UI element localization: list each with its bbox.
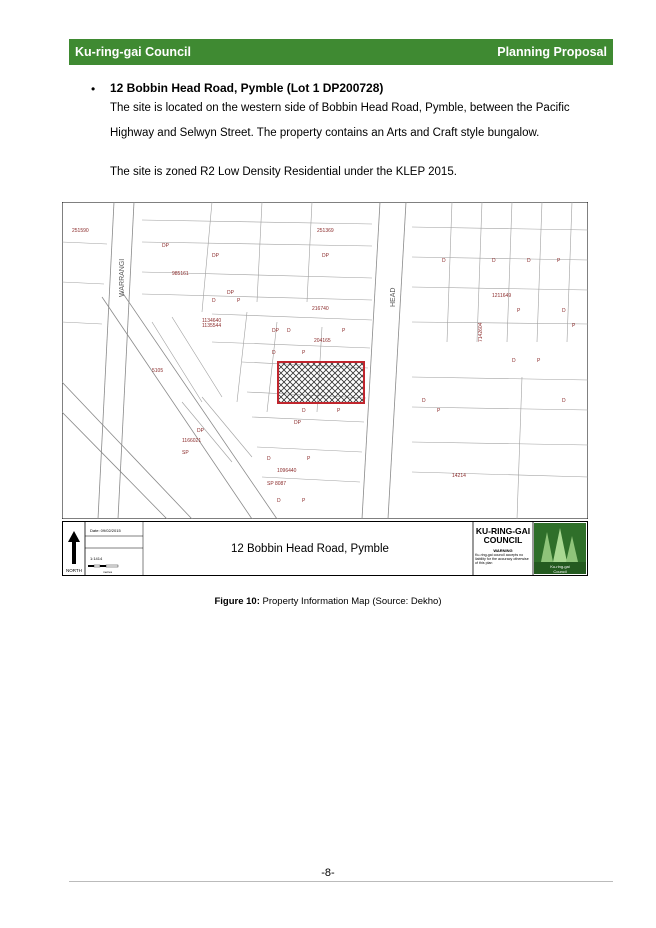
figure-caption-text: Property Information Map (Source: Dekho): [259, 596, 442, 607]
north-label: NORTH: [66, 568, 82, 573]
lot-label: 985161: [172, 271, 189, 277]
header-council-name: Ku-ring-gai Council: [75, 45, 191, 59]
lot-label: D: [512, 358, 516, 364]
lot-label: P: [302, 350, 306, 356]
lot-label: 251369: [317, 228, 334, 234]
bullet-marker: •: [91, 82, 96, 96]
lot-label: DP: [227, 290, 234, 296]
figure-caption: [0, 596, 656, 607]
lot-label: P: [302, 498, 306, 504]
legend-date: Date: 09/02/2015: [90, 528, 121, 533]
logo-text-line2: Council: [553, 569, 567, 574]
header-document-type: Planning Proposal: [497, 45, 607, 59]
site-description: The site is located on the western side of Bobbin Head Road, Pymble, between the Pacific Highway and Selwyn Street. The property contains an Arts and Craft style bungalow.: [110, 102, 570, 139]
page-number: -8-: [321, 867, 335, 879]
lot-label: D: [267, 456, 271, 462]
lot-label: P: [237, 298, 241, 304]
lot-label: P: [437, 408, 441, 414]
lot-label: P: [337, 408, 341, 414]
lot-label: 1166021: [182, 438, 202, 444]
lot-label: D: [562, 308, 566, 314]
lot-label: 7142604: [478, 322, 484, 342]
lot-label: D: [562, 398, 566, 404]
site-title: 12 Bobbin Head Road, Pymble (Lot 1 DP200728): [110, 81, 384, 95]
page-header: [69, 39, 613, 65]
lot-label: P: [307, 456, 311, 462]
lot-label: 14214: [452, 473, 466, 479]
map-legend-graphic: [63, 522, 587, 575]
lot-label: D: [422, 398, 426, 404]
road-label-warrangi: WARRANGI: [119, 258, 126, 297]
site-zoning: The site is zoned R2 Low Density Residential under the KLEP 2015.: [110, 166, 457, 178]
warning-text: Ku-ring-gai council accepts no liability for the accuracy otherwise of this plan: [475, 553, 529, 565]
legend-scale: 1:1414: [90, 556, 103, 561]
north-arrow-icon: [68, 531, 80, 564]
lot-label: P: [557, 258, 561, 264]
warning-title: WARNING: [493, 548, 513, 553]
lot-label: 1135544: [202, 323, 222, 329]
council-name-line2: COUNCIL: [483, 535, 523, 545]
legend-scale-units: metres: [103, 570, 113, 574]
lot-label: D: [272, 350, 276, 356]
lot-label: 216740: [312, 306, 329, 312]
lot-label: 1096440: [277, 468, 297, 474]
property-information-map: [62, 202, 588, 519]
lot-label: 251590: [72, 228, 89, 234]
lot-label: D: [277, 498, 281, 504]
lot-label: P: [342, 328, 346, 334]
lot-label: SP 8087: [267, 481, 287, 487]
lot-label: P: [537, 358, 541, 364]
lot-label: D: [527, 258, 531, 264]
lot-label: 1211649: [492, 293, 512, 299]
lot-label: P: [572, 323, 576, 329]
road-label-head: HEAD: [390, 287, 397, 307]
lot-label: DP: [197, 428, 204, 434]
lot-label: 5105: [152, 368, 164, 374]
council-name-line1: KU-RING-GAI: [475, 526, 531, 536]
lot-label: 1134640: [202, 318, 222, 324]
lot-label: SP: [182, 450, 189, 456]
map-title: 12 Bobbin Head Road, Pymble: [231, 543, 389, 555]
lot-label: D: [212, 298, 216, 304]
map-legend: [62, 521, 588, 576]
subject-site: [278, 362, 364, 403]
lot-label: DP: [294, 420, 301, 426]
lot-label: D: [302, 408, 306, 414]
lot-label: P: [517, 308, 521, 314]
council-logo: [534, 523, 586, 574]
lot-label: DP: [322, 253, 329, 259]
lot-label: D: [442, 258, 446, 264]
lot-label: D: [492, 258, 496, 264]
lot-label: DP: [162, 243, 169, 249]
footer-divider: [69, 881, 613, 882]
lot-label: D: [287, 328, 291, 334]
logo-text-line1: Ku-ring-gai: [550, 564, 570, 569]
figure-caption-label: Figure 10:: [214, 596, 260, 607]
lot-label: 204165: [314, 338, 331, 344]
lot-label: DP: [212, 253, 219, 259]
lot-label: DP: [272, 328, 279, 334]
scale-bar: [88, 565, 118, 567]
